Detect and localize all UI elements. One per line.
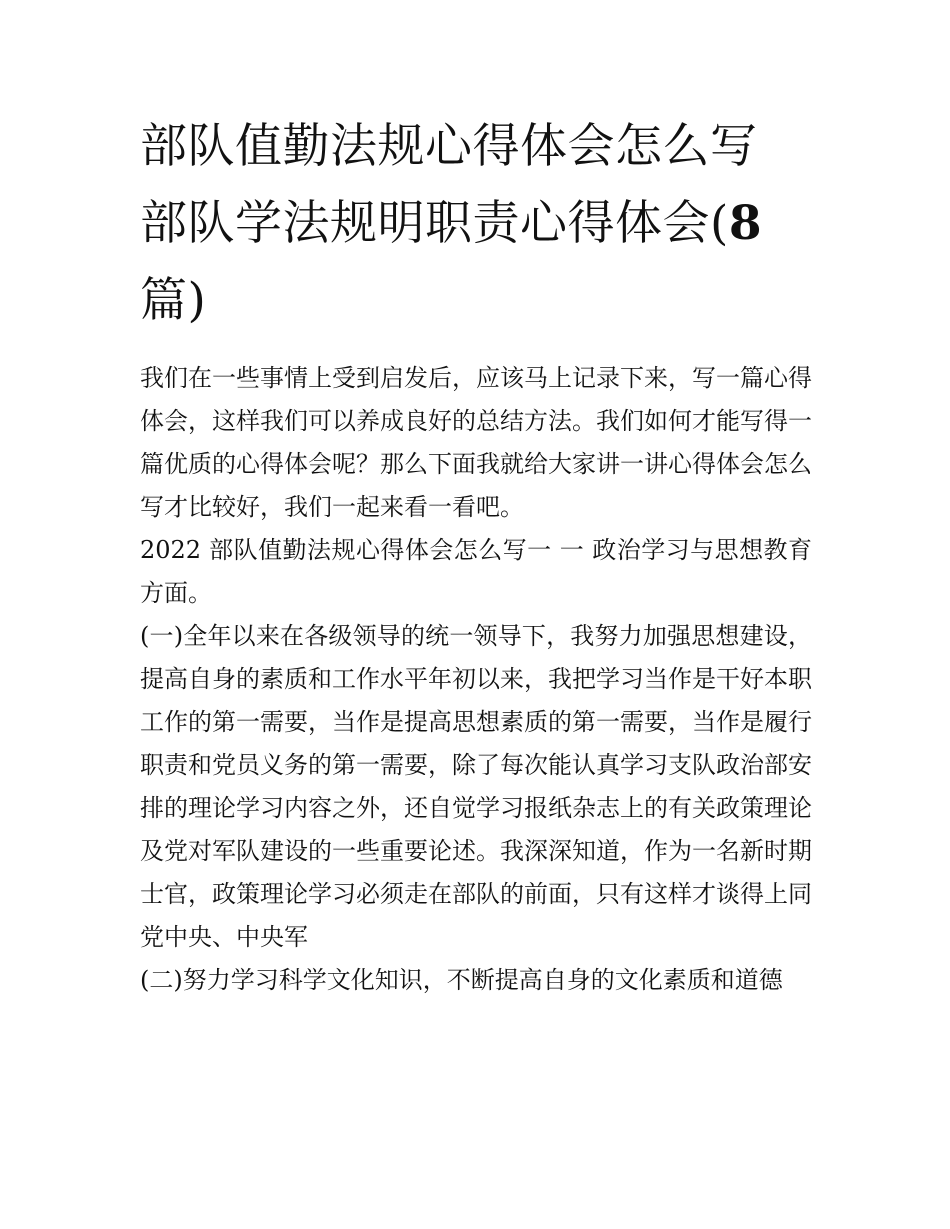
paragraph-intro: 我们在一些事情上受到启发后，应该马上记录下来，写一篇心得体会，这样我们可以养成良好的总结方法。我们如何才能写得一篇优质的心得体会呢？那么下面我就给大家讲一讲心得体会怎么写才比较好，我们一起来看一看吧。 bbox=[140, 364, 812, 521]
paragraph-item-2: (二)努力学习科学文化知识，不断提高自身的文化素质和道德 bbox=[140, 966, 783, 994]
document-body bbox=[140, 357, 812, 1002]
title-line-3: 篇) bbox=[140, 273, 207, 328]
title-number: 8 bbox=[728, 196, 763, 251]
document-title bbox=[140, 108, 812, 339]
paragraph-item-1: (一)全年以来在各级领导的统一领导下，我努力加强思想建设，提高自身的素质和工作水平年初以来，我把学习当作是干好本职工作的第一需要，当作是提高思想素质的第一需要，当作是履行职责和党员义务的第一需要，除了每次能认真学习支队政治部安排的理论学习内容之外，还自觉学习报纸杂志上的有关政策理论及党对军队建设的一些重要论述。我深深知道，作为一名新时期士官，政策理论学习必须走在部队的前面，只有这样才谈得上同党中央、中央军 bbox=[140, 622, 812, 951]
title-line-1: 部队值勤法规心得体会怎么写 bbox=[140, 119, 758, 174]
document-page bbox=[140, 108, 812, 1002]
title-line-2: 部队学法规明职责心得体会( bbox=[140, 196, 729, 251]
paragraph-section-heading: 2022 部队值勤法规心得体会怎么写一 一 政治学习与思想教育方面。 bbox=[140, 536, 812, 607]
